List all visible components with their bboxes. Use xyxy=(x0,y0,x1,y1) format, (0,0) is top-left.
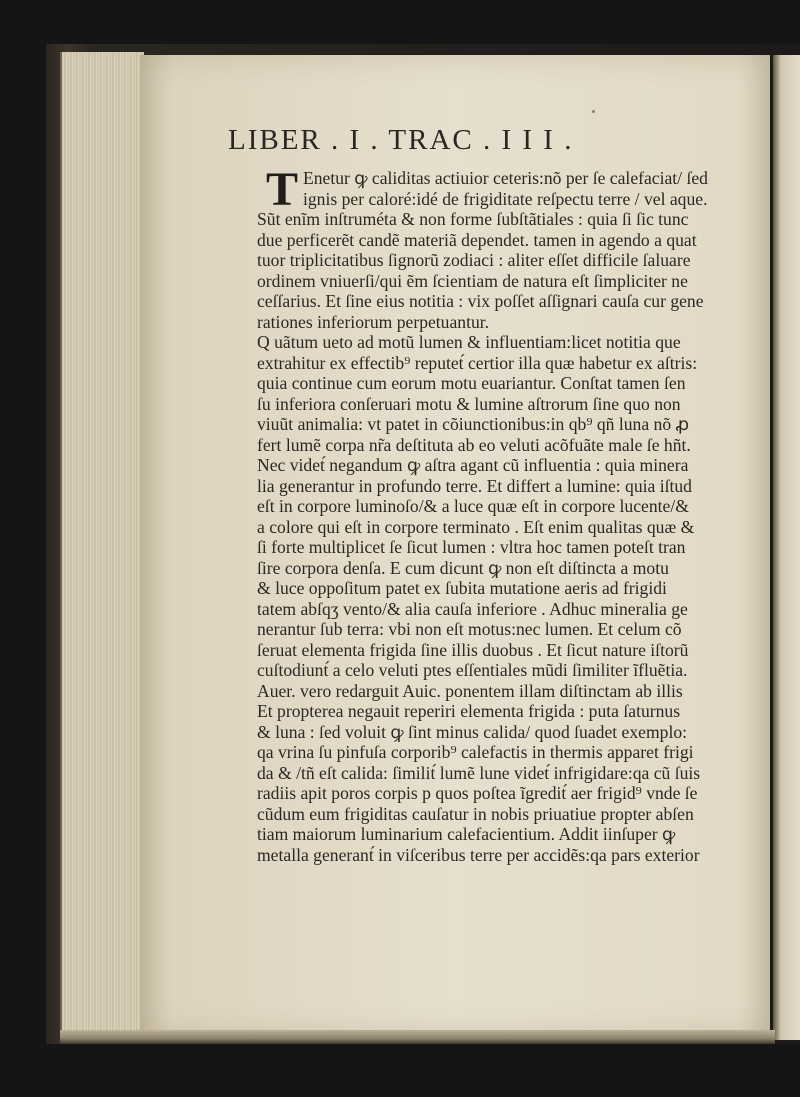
text-line: radiis apit poros corpis p quos poſtea ĩgredit́ aer frigid⁹ vnde ſe xyxy=(257,783,698,803)
book-bottom-edge xyxy=(60,1030,775,1044)
text-line: tiam maiorum luminarium calefacientium. Addit iinſuper ꝙ xyxy=(257,824,676,844)
text-line: & luna : ſed voluit ꝙ ſint minus calida/ quod ſuadet exemplo: xyxy=(257,721,688,742)
text-line: qa vrina ſu pinfuſa corporib⁹ calefactis in thermis apparet frigi xyxy=(257,742,694,762)
text-line: ſu inferiora conſeruari motu & lumine aſtrorum ſine quo non xyxy=(257,393,681,414)
body-text xyxy=(257,163,712,865)
text-line: a colore qui eſt in corpore terminato . Eſt enim qualitas quæ & xyxy=(257,516,695,537)
text-line: Auer. vero redarguit Auic. ponentem illam diſtinctam ab illis xyxy=(257,680,683,701)
facing-page-edge xyxy=(773,55,800,1040)
text-line: Q uãtum ueto ad motũ lumen & influentiam:licet notitia que xyxy=(257,332,681,352)
text-line: rationes inferiorum perpetuantur. xyxy=(257,311,490,332)
text-line: Nec videt́ negandum ꝙ aſtra agant cũ influentia : quia minera xyxy=(257,455,689,475)
text-line: cuſtodiunt́ a celo veluti ptes eſſentiales mũdi ſimiliter ĩfluẽtia. xyxy=(257,660,688,680)
text-line: Sũt enĩm inſtruméta & non forme ſubſtãtiales : quia ſi ſic tunc xyxy=(257,209,689,229)
ink-mark xyxy=(592,110,595,113)
text-line: Et propterea negauit reperiri elementa frigida : puta ſaturnus xyxy=(257,701,681,721)
text-line: metalla generant́ in viſceribus terre per accidẽs:qa pars exterior xyxy=(257,844,700,865)
text-line: nerantur ſub terra: vbi non eſt motus:nec lumen. Et celum cõ xyxy=(257,619,682,639)
text-line: ignis per caloré:idé de frigiditate reſpectu terre / vel aque. xyxy=(303,188,708,209)
text-line: ceſſarius. Et ſine eius notitia : vix poſſet aſſignari cauſa cur gene xyxy=(257,291,704,311)
text-line: eſt in corpore luminoſo/& a luce quæ eſt in corpore lucente/& xyxy=(257,496,689,516)
text-line: viuũt animalia: vt patet in cõiunctionibus:in qb⁹ qñ luna nõ ꝓ xyxy=(257,414,690,434)
text-line: & luce oppoſitum patet ex ſubita mutatione aeris ad frigidi xyxy=(257,578,667,598)
text-line: cũdum eum frigiditas cauſatur in nobis priuatiue propter abſen xyxy=(257,803,694,824)
initial-letter: T xyxy=(265,163,298,216)
text-line: tatem abſqʒ vento/& alia cauſa inferiore . Adhuc mineralia ge xyxy=(257,598,688,619)
text-line: lia generantur in profundo terre. Et differt a lumine: quia iſtud xyxy=(257,475,692,496)
text-line: fert lumẽ corpa nr̃a deſtituta ab eo veluti acõfuãte male ſe hñt. xyxy=(257,434,691,455)
text-line: da & /tñ eſt calida: ſimilit́ lumẽ lune videt́ infrigidare:qa cũ ſuis xyxy=(257,762,701,783)
running-header: LIBER . I . TRAC . I I I . xyxy=(228,124,574,156)
text-line: due perficerẽt candẽ materiã dependet. tamen in agendo a quat xyxy=(257,229,697,250)
text-line: Enetur ꝙ caliditas actiuior ceteris:nõ per ſe calefaciat/ ſed xyxy=(303,168,708,188)
text-line: ſeruat elementa frigida ſine illis duobus . Et ſicut nature iſtorũ xyxy=(257,639,689,660)
text-line: tuor triplicitatibus ſignorũ zodiaci : aliter eſſet difficile ſaluare xyxy=(257,250,691,270)
text-line: ordinem vniuerſi/qui ẽm ſcientiam de natura eſt ſimpliciter ne xyxy=(257,270,688,291)
text-line: ſi forte multiplicet ſe ſicut lumen : vltra hoc tamen poteſt tran xyxy=(257,537,686,557)
text-line: extrahitur ex effectib⁹ reputet́ certior illa quæ habetur ex aſtris: xyxy=(257,352,698,373)
text-line: quia continue cum eorum motu euariantur. Conſtat tamen ſen xyxy=(257,373,686,393)
page-edges xyxy=(60,52,144,1037)
text-line: ſire corpora denſa. E cum dicunt ꝙ non eſt diſtincta a motu xyxy=(257,557,669,578)
